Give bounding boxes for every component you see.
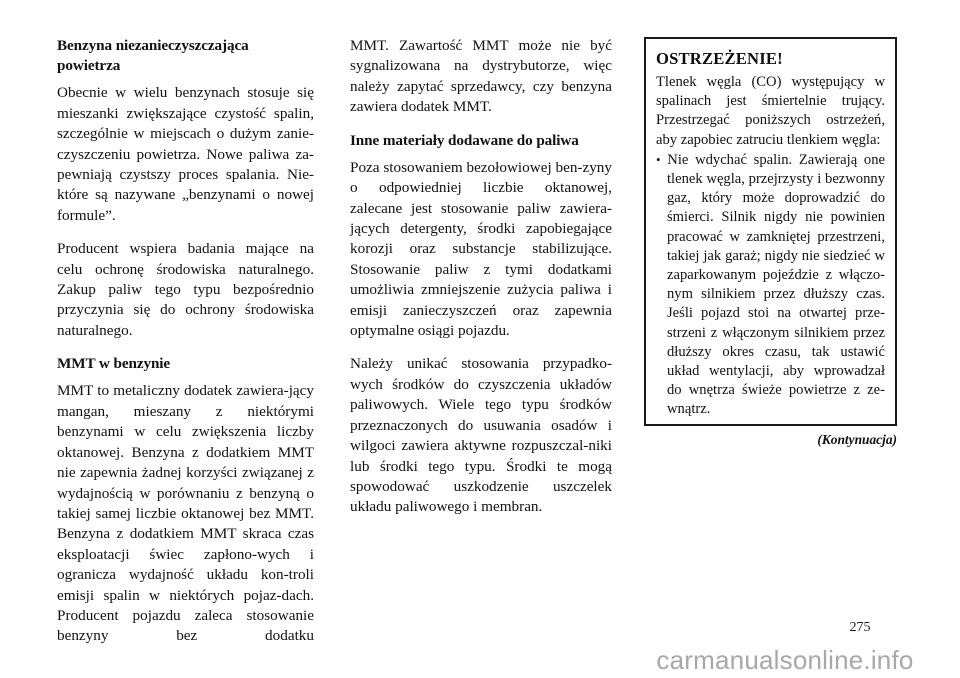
paragraph-mmt-zawartosc: MMT. Zawartość MMT może nie być sygnalizowana na dystrybutorze, więc należy zapytać sprzedawcy, czy benzyna zawiera dodatek MMT. <box>350 37 612 116</box>
paragraph-nalezy-unikac-stosowania: Należy unikać stosowania przypadko-wych środków do czyszczenia układów paliwowych. Wiele tego typu środków przeznaczonych do usuwania osadów i wilgoci zawiera aktywne rozpuszczal-niki lub środki tego typu. Środki te mogą spowodować uszkodzenie uszczelek układu paliwowego i membran. <box>350 355 612 516</box>
warning-box-bullet-text: Nie wdychać spalin. Zawierają one tlenek węgla, przejrzysty i bezwonny gaz, który może doprowadzić do śmierci. Silnik nigdy nie powinien pracować w zamkniętej przestrzeni, takiej jak garaż; nigdy nie siedzieć w zaparkowanym pojeździe z włączo-nym silnikiem przez dłuższy czas. Jeśli pojazd stoi na otwartej prze-strzeni z włączonym silnikiem przez dłuższy okres czasu, tak ustawić układ wentylacji, aby wprowadzał do wnętrza świeże powietrze z ze-wnątrz. <box>667 151 885 418</box>
heading-inne-materialy-dodawane-do-paliwa: Inne materiały dodawane do paliwa <box>350 131 579 149</box>
left-column <box>57 36 314 667</box>
paragraph-poza-stosowaniem-bezolowiowej: Poza stosowaniem bezołowiowej ben-zyny o odpowiedniej liczbie oktanowej, zalecane jest stosowanie paliw zawiera-jących detergenty, środki zapobiegające korozji oraz substancje stabilizujące. Stosowanie paliw z tymi dodatkami umożliwia zmniejszenie zużycia paliwa i emisji zanieczyszczeń oraz zapewnia optymalne osiągi pojazdu. <box>350 158 612 340</box>
page-number: 275 <box>849 620 871 635</box>
heading-benzyna-niezanieczyszczajaca: Benzyna niezanieczyszczająca powietrza <box>57 37 249 75</box>
warning-box-bullet-item <box>656 150 885 420</box>
paragraph-producent-wspiera-badania: Producent wspiera badania mające na celu ochronę środowiska naturalnego. Zakup paliw tego typu bezpośrednio przyczynia się do ochrony środowiska naturalnego. <box>57 240 314 339</box>
continuation-note: (Kontynuacja) <box>817 432 897 447</box>
middle-column <box>350 36 612 518</box>
warning-box-intro-text: Tlenek węgla (CO) występujący w spalinach jest śmiertelnie trujący. Przestrzegać poniższych ostrzeżeń, aby zapobiec zatruciu tlenkiem węgla: <box>656 74 885 148</box>
site-watermark: carmanualsonline.info <box>656 645 914 675</box>
bullet-icon: • <box>656 151 661 167</box>
paragraph-mmt-to-metaliczny-dodatek: MMT to metaliczny dodatek zawiera-jący mangan, mieszany z niektórymi benzynami w celu zwiększenia liczby oktanowej. Benzyna z dodatkiem MMT nie zapewnia żadnej korzyści związanej z wydajnością w porównaniu z benzyną o takiej samej liczbie oktanowej bez MMT. Benzyna z dodatkiem MMT skraca czas eksploatacji świec zapłono-wych i ogranicza wydajność układu kon-troli emisji spalin w niektórych pojaz-dach. Producent pojazdu zaleca stosowanie benzyny bez dodatku <box>57 382 314 645</box>
paragraph-obecnie-w-wielu-benzynach: Obecnie w wielu benzynach stosuje się mieszanki zwiększające czystość spalin, szczególnie w miejscach o dużym zanie-czyszczeniu powietrza. Nowe paliwa za-pewniają czystszy proces spalania. Nie-które są nazywane „benzynami o nowej formule”. <box>57 84 314 224</box>
heading-mmt-w-benzynie: MMT w benzynie <box>57 355 171 373</box>
warning-box-title: OSTRZEŻENIE! <box>656 49 783 68</box>
warning-box <box>644 37 897 426</box>
